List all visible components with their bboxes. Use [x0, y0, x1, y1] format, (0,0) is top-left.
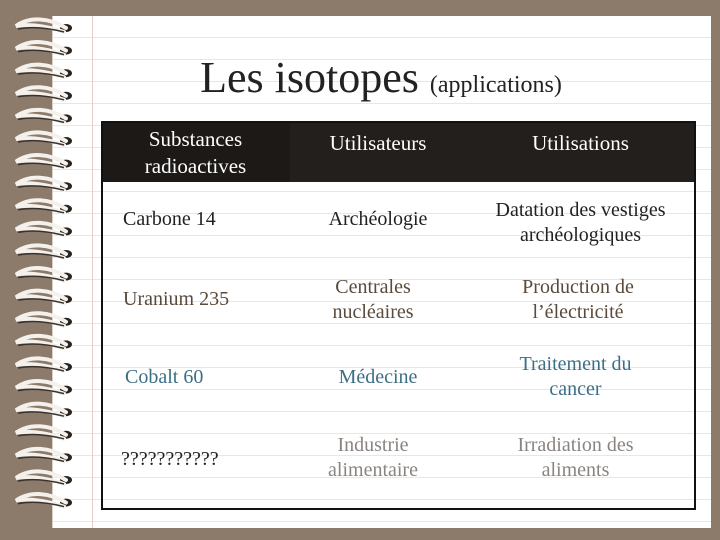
- row3-users: Médecine: [338, 365, 418, 388]
- row1-users: Archéologie: [328, 207, 428, 230]
- row1-use: Datation des vestiges archéologiques: [495, 199, 666, 246]
- title-main: Les isotopes: [200, 53, 419, 102]
- row2-substance: Uranium 235: [123, 287, 230, 310]
- header-utilisations: Utilisations: [532, 130, 629, 155]
- row3-use: Traitement du cancer: [519, 353, 632, 400]
- row4-users: Industrie alimentaire: [328, 434, 418, 481]
- row4-substance: ???????????: [121, 447, 219, 470]
- row2-use: Production de l’électricité: [522, 276, 634, 323]
- title-subtitle: (applications): [429, 72, 562, 98]
- row3-substance: Cobalt 60: [125, 365, 204, 388]
- header-utilisateurs: Utilisateurs: [329, 130, 427, 155]
- row4-use: Irradiation des aliments: [517, 434, 634, 481]
- row1-substance: Carbone 14: [123, 207, 216, 230]
- slide-title: [52, 52, 710, 103]
- isotope-table: [101, 121, 696, 510]
- row2-users: Centrales nucléaires: [332, 276, 414, 323]
- header-substances: Substances radioactives: [144, 127, 247, 178]
